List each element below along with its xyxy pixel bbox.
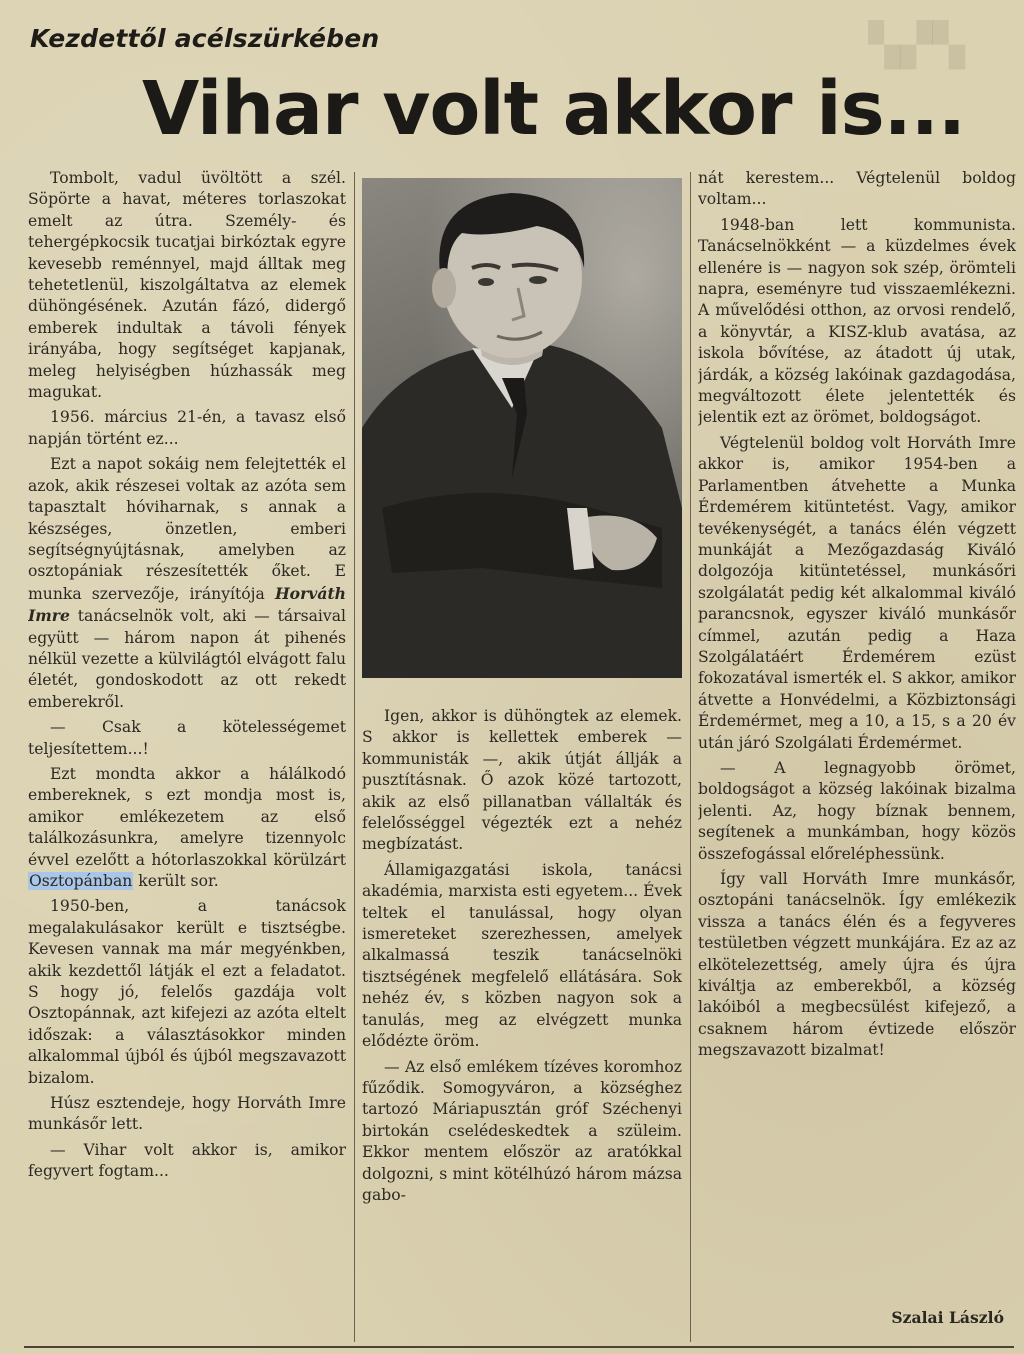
- portrait-photo: [362, 178, 682, 678]
- paragraph: Igen, akkor is dühöngtek az elemek. S akkor is kellettek emberek — kommunisták —, akik útját állják a pusztításnak. Ő azok közé tartozott, akik az első pillanatban vállalták és felelősséggel végezték ezt a nehéz megbízatást.: [362, 707, 682, 854]
- quote-paragraph: — Csak a kötelességemet teljesítettem...!: [28, 718, 346, 758]
- paragraph: Tombolt, vadul üvöltött a szél. Söpörte a havat, méteres torlaszokat emelt az útra. Személy- és tehergépkocsik tucatjai birkóztak egyre kevesebb reménnyel, majd álltak meg tehetetlenül, kiszolgáltatva az elemek dühöngésének. Azután fázó, didergő emberek indultak a távoli fények irányába, hogy segítséget kapjanak, meleg helyiségben húzhassák meg magukat.: [28, 169, 346, 402]
- portrait-illustration: [362, 178, 682, 678]
- quote-paragraph: — A legnagyobb örömet, boldogságot a község lakóinak bizalma jelenti. Az, hogy bíznak bennem, segítenek a munkámban, hogy közös összefogással előreléphessünk.: [698, 758, 1016, 863]
- article-kicker: Kezdettől acélszürkében: [30, 24, 380, 53]
- author-byline: Szalai László: [891, 1308, 1004, 1327]
- bottom-rule: [24, 1346, 1014, 1348]
- article-headline: Vihar volt akkor is...: [142, 66, 966, 152]
- paragraph: Államigazgatási iskola, tanácsi akadémia, marxista esti egyetem... Évek teltek el tanulással, hogy olyan ismereteket szerezhessen, amelyek alkalmassá teszik tanácselnöki tisztségének megfelelő ellátására. Sok nehéz év, s közben nagyon sok a tanulás, meg az elvégzett munka elődézte öröm.: [362, 860, 682, 1051]
- article-column-1: [28, 168, 346, 1338]
- selected-text-highlight[interactable]: Osztopánban: [29, 872, 133, 890]
- paragraph: Végtelenül boldog volt Horváth Imre akkor is, amikor 1954-ben a Parlamentben átvehette a Munka Érdemérem kitüntetést. Vagy, amikor tevékenységét, a tanács élén végzett munkáját a Mezőgazdaság Kiváló dolgozója kitüntetéssel, munkásőri szolgálatát pedig két alkalommal kiváló parancsnok, egyszer kiváló munkásőr címmel, azután pedig a Haza Szolgálatáért Érdemérem ezüst fokozatával ismerték el. S akkor, amikor átvette a Honvédelmi, a Közbiztonsági Érdemérmet, meg a 10, a 15, s a 20 év után járó Szolgálati Érdemérmet.: [698, 433, 1016, 752]
- text-run: Ezt a napot sokáig nem felejtették el azok, akik részesei voltak az azóta sem tapasztalt hóviharnak, s annak a készséges, önzetlen, emberi segítségnyújtásnak, amelyben az osztopániak részesítették őket. E munka szervezője, irányítója: [28, 455, 346, 603]
- paragraph: 1948-ban lett kommunista. Tanácselnökként — a küzdelmes évek ellenére is — nagyon sok szép, örömteli napra, eseményre tud visszaemlékezni. A művelődési otthon, az orvosi rendelő, a könyvtár, a KISZ-klub avatása, az iskola bővítése, az átadott új utak, járdák, a község lakóinak gazdagodása, megváltozott élete jelentették és jelentik ezt az örömet, boldogságot.: [698, 215, 1016, 427]
- column-divider: [354, 172, 355, 1342]
- text-run: tanácselnök volt, aki — társaival együtt — három napon át pihenés nélkül vezette a külvilágtól elvágott falu életét, gondoskodott az ott rekedt emberekről.: [28, 607, 346, 711]
- quote-paragraph: — Vihar volt akkor is, amikor fegyvert fogtam...: [28, 1140, 346, 1181]
- bleed-through-text: ▚▞▚: [868, 20, 965, 69]
- text-run: Ezt mondta akkor a hálálkodó embereknek, s ezt mondja most is, amikor emlékezetem az első találkozásunkra, amelyre tizennyolc évvel ezelőtt a hótorlaszokkal körülzárt: [28, 764, 346, 869]
- paragraph: [28, 454, 346, 713]
- paragraph: [28, 764, 346, 892]
- text-run: került sor.: [133, 872, 219, 890]
- quote-paragraph: — Az első emlékem tízéves koromhoz fűződik. Somogyváron, a községhez tartozó Máriapusztán gróf Széchenyi birtokán cselédeskedtek a szüleim. Ekkor mentem először az aratókkal dolgozni, s mint kötélhúzó három mázsa gabo-: [362, 1057, 682, 1204]
- paragraph: Így vall Horváth Imre munkásőr, osztopáni tanácselnök. Így emlékezik vissza a tanács élén és a fegyveres testületben végzett munkájára. Ez az az elkötelezettség, amely újra és újra kiváltja az emberekből, a község lakóiból a megbecsülést kifejező, a csaknem három évtizede először megszavazott bizalmat!: [698, 870, 1016, 1060]
- paragraph: 1950-ben, a tanácsok megalakulásakor került e tisztségbe. Kevesen vannak ma már megyénkben, akik kezdettől látják el ezt a feladatot. S hogy jó, felelős gazdája volt Osztopánnak, azt kifejezi az azóta eltelt időszak: a választásokkor minden alkalommal újból és újból megszavazott bizalom.: [28, 897, 346, 1087]
- paragraph: nát kerestem... Végtelenül boldog voltam...: [698, 169, 1016, 209]
- column-divider: [690, 172, 691, 1342]
- article-column-2: [362, 706, 682, 1342]
- paragraph: 1956. március 21-én, a tavasz első napján történt ez...: [28, 408, 346, 448]
- person-name: Horváth Imre: [28, 583, 346, 626]
- article-column-3: [698, 168, 1016, 1338]
- paragraph: Húsz esztendeje, hogy Horváth Imre munkásőr lett.: [28, 1094, 346, 1134]
